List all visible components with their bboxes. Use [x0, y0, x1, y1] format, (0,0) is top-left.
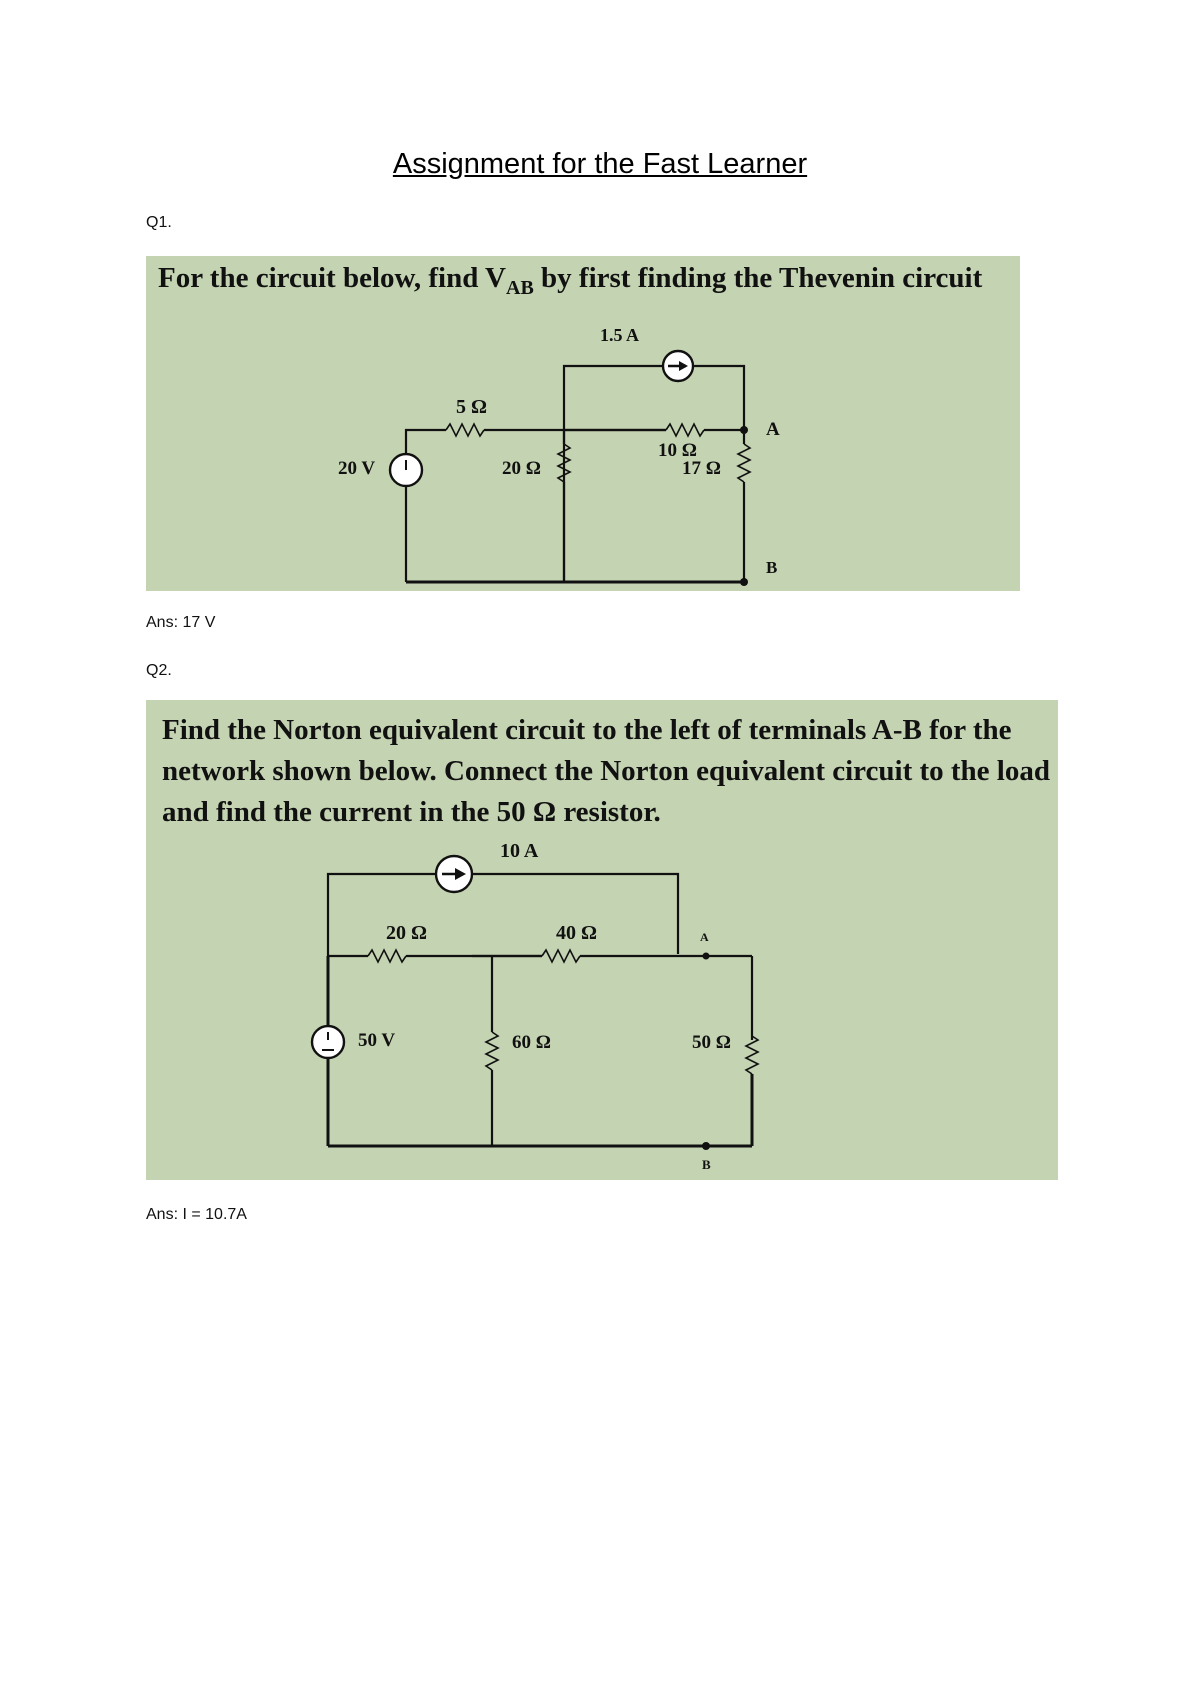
q1-label-a: A: [766, 419, 780, 440]
q2-voltage-source: [312, 1026, 344, 1058]
q1-label-b: B: [766, 558, 778, 577]
q1-prompt: For the circuit below, find $V_{AB}$ by first finding the Thevenin circuit: [158, 262, 983, 299]
q1-label-1-5a: 1.5 A: [600, 325, 640, 345]
q2-resistor-60ohm: [486, 1032, 498, 1070]
q1-label-10ohm: 10 Ω: [658, 440, 697, 461]
q1-label: Q1.: [146, 214, 172, 231]
q2-label-60ohm: 60 Ω: [512, 1032, 551, 1053]
q2-label-20ohm: 20 Ω: [386, 922, 428, 944]
q2-answer: Ans: I = 10.7A: [146, 1206, 247, 1223]
q2-label-50v: 50 V: [358, 1030, 396, 1051]
q2-resistor-40ohm: [542, 950, 580, 962]
q2-node-b: [702, 1142, 710, 1150]
q1-label-5ohm: 5 Ω: [456, 396, 488, 418]
q1-answer: Ans: 17 V: [146, 614, 216, 631]
q2-panel: [146, 700, 1058, 1180]
q2-label-50ohm: 50 Ω: [692, 1032, 731, 1053]
q1-panel: [146, 256, 1020, 591]
q1-node-b: [740, 578, 748, 586]
q2-resistor-50ohm: [746, 1036, 758, 1074]
q2-node-a: [703, 953, 710, 960]
q1-label-20v: 20 V: [338, 458, 376, 479]
q2-label-10a: 10 A: [500, 840, 539, 862]
q2-label-a: A: [700, 930, 709, 944]
q2-prompt: Find the Norton equivalent circuit to the left of terminals A-B for the network shown below. Connect the Norton equivalent circuit to the load and find the current in the 50 Ω resistor.: [162, 714, 1050, 828]
q2-label: Q2.: [146, 662, 172, 679]
q2-circuit: [146, 700, 1058, 1180]
q1-label-20ohm: 20 Ω: [502, 458, 541, 479]
q2-label-40ohm: 40 Ω: [556, 922, 598, 944]
page-title: Assignment for the Fast Learner: [392, 148, 808, 180]
q2-resistor-20ohm: [368, 950, 406, 962]
q2-label-b: B: [702, 1157, 711, 1172]
q1-circuit: [146, 256, 1020, 591]
q1-label-17ohm: 17 Ω: [682, 458, 721, 479]
